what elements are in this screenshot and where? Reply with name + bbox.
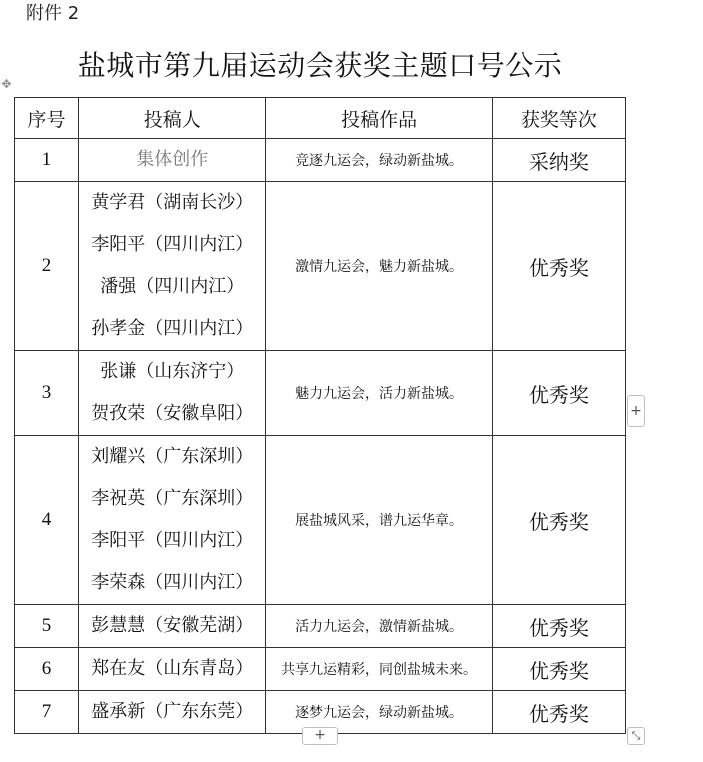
author-name: 李阳平（四川内江） xyxy=(91,530,254,551)
author-cell xyxy=(79,691,266,734)
work-cell: 共享九运精彩，同创盐城未来。 xyxy=(266,648,492,691)
author-cell xyxy=(79,139,266,182)
author-cell xyxy=(79,648,266,691)
award-cell: 优秀奖 xyxy=(492,351,625,436)
award-cell: 优秀奖 xyxy=(492,605,625,648)
author-name: 孙孝金（四川内江） xyxy=(91,318,254,339)
award-cell: 优秀奖 xyxy=(492,182,625,351)
header-award: 获奖等次 xyxy=(492,98,625,139)
header-no: 序号 xyxy=(15,98,79,139)
award-cell: 优秀奖 xyxy=(492,436,625,605)
author-cell xyxy=(79,436,266,605)
header-work: 投稿作品 xyxy=(266,98,492,139)
row-number: 4 xyxy=(15,436,79,605)
add-row-button[interactable] xyxy=(302,727,338,745)
row-number: 3 xyxy=(15,351,79,436)
author-name: 贺孜荣（安徽阜阳） xyxy=(91,403,254,424)
author-cell xyxy=(79,351,266,436)
work-cell: 逐梦九运会，绿动新盐城。 xyxy=(266,691,492,734)
row-number: 7 xyxy=(15,691,79,734)
author-name: 黄学君（湖南长沙） xyxy=(91,192,254,213)
author-cell xyxy=(79,605,266,648)
table-row xyxy=(15,436,626,605)
plus-icon: + xyxy=(630,403,642,419)
table-row xyxy=(15,648,626,691)
work-cell: 展盐城风采，谱九运华章。 xyxy=(266,436,492,605)
author-name: 潘强（四川内江） xyxy=(100,276,245,297)
page-title: 盐城市第九届运动会获奖主题口号公示 xyxy=(77,49,563,82)
table-header-row xyxy=(15,98,626,139)
author-name: 张谦（山东济宁） xyxy=(100,361,245,382)
table-row xyxy=(15,139,626,182)
table-row xyxy=(15,182,626,351)
row-number: 2 xyxy=(15,182,79,351)
award-cell: 采纳奖 xyxy=(492,139,625,182)
author-name: 刘耀兴（广东深圳） xyxy=(91,446,254,467)
row-number: 1 xyxy=(15,139,79,182)
author-name: 集体创作 xyxy=(136,149,209,170)
work-cell: 激情九运会，魅力新盐城。 xyxy=(266,182,492,351)
award-cell: 优秀奖 xyxy=(492,648,625,691)
attachment-label: 附件 2 xyxy=(26,3,80,24)
author-name: 李祝英（广东深圳） xyxy=(91,488,254,509)
author-name: 盛承新（广东东莞） xyxy=(91,701,254,722)
resize-icon[interactable]: ⤡ xyxy=(627,727,645,745)
author-name: 李荣森（四川内江） xyxy=(91,572,254,593)
row-number: 5 xyxy=(15,605,79,648)
header-author: 投稿人 xyxy=(79,98,266,139)
author-name: 彭慧慧（安徽芜湖） xyxy=(91,615,254,636)
award-table xyxy=(14,97,626,734)
add-column-button[interactable] xyxy=(627,395,645,427)
author-name: 郑在友（山东青岛） xyxy=(91,658,254,679)
row-number: 6 xyxy=(15,648,79,691)
work-cell: 活力九运会，激情新盐城。 xyxy=(266,605,492,648)
table-row xyxy=(15,605,626,648)
table-row xyxy=(15,351,626,436)
plus-icon: + xyxy=(314,727,326,743)
work-cell: 魅力九运会，活力新盐城。 xyxy=(266,351,492,436)
move-icon[interactable]: ✥ xyxy=(1,77,12,91)
work-cell: 竞逐九运会，绿动新盐城。 xyxy=(266,139,492,182)
author-cell xyxy=(79,182,266,351)
award-cell: 优秀奖 xyxy=(492,691,625,734)
author-name: 李阳平（四川内江） xyxy=(91,234,254,255)
